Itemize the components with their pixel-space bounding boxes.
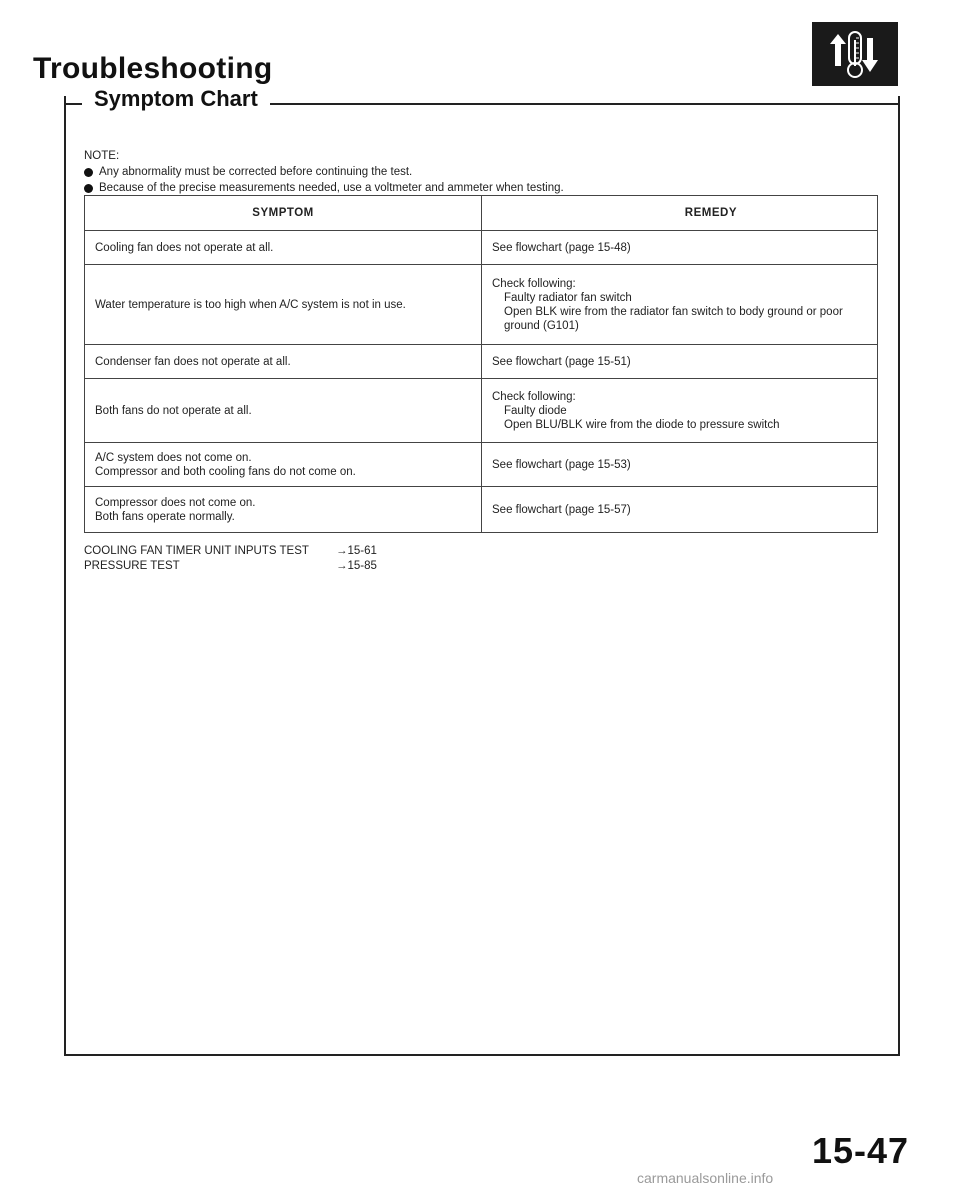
column-header-symptom: SYMPTOM — [85, 196, 482, 231]
remedy-item: Faulty diode — [504, 404, 567, 417]
note-item-text: Any abnormality must be corrected before continuing the test. — [99, 166, 413, 178]
watermark: carmanualsonline.info — [637, 1170, 774, 1186]
footnote-label: COOLING FAN TIMER UNIT INPUTS TEST — [84, 545, 309, 557]
remedy-text: See flowchart (page 15-53) — [492, 458, 631, 471]
symptom-cell — [85, 487, 482, 533]
remedy-text: See flowchart (page 15-48) — [492, 241, 631, 254]
remedy-text: See flowchart (page 15-51) — [492, 355, 631, 368]
cooling-system-temperature-icon — [812, 22, 898, 86]
symptom-cell — [85, 231, 482, 265]
symptom-text: Compressor does not come on. — [95, 496, 256, 509]
remedy-cell — [482, 345, 878, 379]
remedy-cell — [482, 487, 878, 533]
table-row — [85, 379, 878, 443]
symptom-cell — [85, 443, 482, 487]
symptom-text: Both fans do not operate at all. — [95, 404, 252, 417]
remedy-item: Open BLU/BLK wire from the diode to pressure switch — [504, 418, 780, 431]
column-header-remedy: REMEDY — [482, 196, 878, 231]
remedy-text: See flowchart (page 15-57) — [492, 503, 631, 516]
note-block — [84, 148, 564, 196]
table-row — [85, 487, 878, 533]
symptom-text: Both fans operate normally. — [95, 510, 235, 523]
symptom-text: Compressor and both cooling fans do not come on. — [95, 465, 356, 478]
remedy-item: Open BLK wire from the radiator fan switch to body ground or poor ground (G101) — [504, 305, 843, 332]
symptom-cell — [85, 345, 482, 379]
footnote-page-ref: →15-85 — [336, 560, 377, 572]
footnote-label: PRESSURE TEST — [84, 560, 180, 572]
page-number: 15-47 — [812, 1130, 910, 1171]
symptom-text: Condenser fan does not operate at all. — [95, 355, 291, 368]
footnotes — [84, 544, 377, 574]
section-subtitle: Symptom Chart — [90, 86, 266, 112]
bullet-icon — [84, 184, 93, 193]
symptom-cell — [85, 379, 482, 443]
note-label: NOTE: — [84, 150, 120, 162]
frame-top-right-rule — [270, 103, 900, 105]
page-title: Troubleshooting — [33, 52, 273, 85]
symptom-text: Water temperature is too high when A/C system is not in use. — [95, 298, 406, 311]
remedy-cell — [482, 265, 878, 345]
remedy-text: Check following: — [492, 277, 576, 290]
remedy-cell — [482, 231, 878, 265]
table-row — [85, 231, 878, 265]
note-item-text: Because of the precise measurements needed, use a voltmeter and ammeter when testing. — [99, 182, 564, 194]
table-row — [85, 443, 878, 487]
table-row — [85, 345, 878, 379]
remedy-cell — [482, 443, 878, 487]
footnote-row — [84, 544, 377, 559]
symptom-text: A/C system does not come on. — [95, 451, 252, 464]
symptom-cell — [85, 265, 482, 345]
symptom-text: Cooling fan does not operate at all. — [95, 241, 274, 254]
table-row — [85, 265, 878, 345]
remedy-text: Check following: — [492, 390, 576, 403]
footnote-page-ref: →15-61 — [336, 545, 377, 557]
symptom-table — [84, 195, 878, 533]
note-item — [84, 164, 564, 180]
remedy-cell — [482, 379, 878, 443]
remedy-item: Faulty radiator fan switch — [504, 291, 632, 304]
frame-top-left-rule — [64, 103, 82, 105]
note-item — [84, 180, 564, 196]
table-header-row — [85, 196, 878, 231]
bullet-icon — [84, 168, 93, 177]
footnote-row — [84, 559, 377, 574]
